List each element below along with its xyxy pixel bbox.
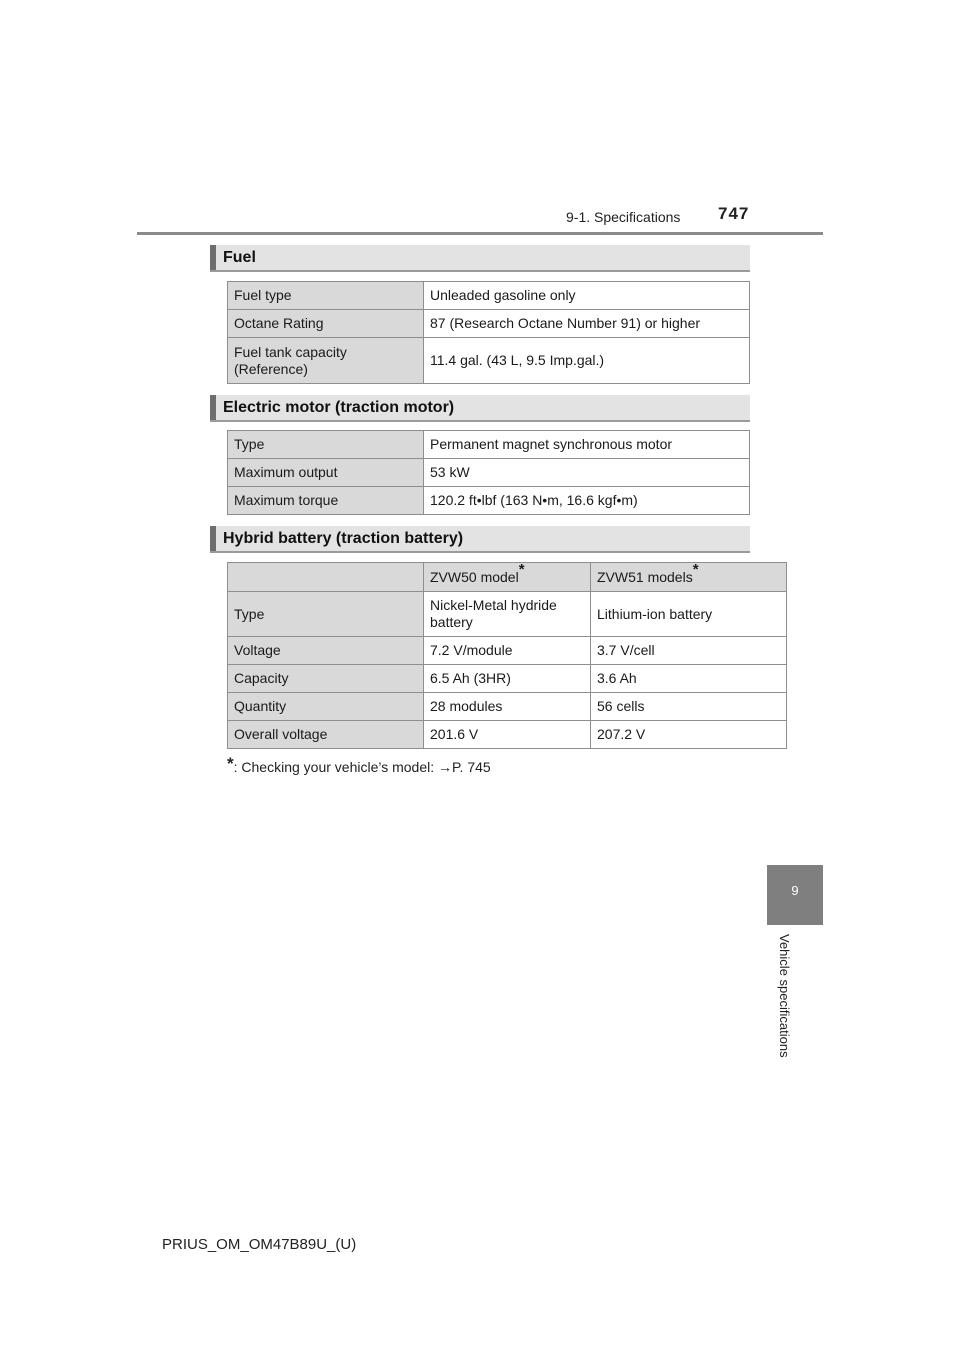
table-row [228, 338, 750, 384]
table-row [228, 487, 750, 515]
row-value: Unleaded gasoline only [424, 282, 750, 310]
table-header-row [228, 563, 787, 592]
row-value-zvw50: 7.2 V/module [424, 637, 591, 665]
row-label: Type [228, 431, 424, 459]
heading-bar [210, 395, 216, 420]
heading-bar [210, 526, 216, 551]
fuel-heading [210, 245, 750, 272]
row-value-zvw50: 6.5 Ah (3HR) [424, 665, 591, 693]
header-corner [228, 563, 424, 592]
table-row [228, 592, 787, 637]
row-value: Permanent magnet synchronous motor [424, 431, 750, 459]
asterisk-mark: * [518, 560, 525, 578]
row-value-zvw51: Lithium-ion battery [591, 592, 787, 637]
row-label: Type [228, 592, 424, 637]
asterisk-mark: * [692, 560, 699, 578]
row-label: Fuel tank capacity (Reference) [228, 338, 424, 384]
table-row [228, 637, 787, 665]
row-value-zvw51: 56 cells [591, 693, 787, 721]
fuel-table [227, 281, 750, 384]
motor-heading [210, 395, 750, 422]
table-row [228, 310, 750, 338]
row-value: 120.2 ft•lbf (163 N•m, 16.6 kgf•m) [424, 487, 750, 515]
table-row [228, 282, 750, 310]
chapter-label: Vehicle specifications [777, 934, 792, 1058]
table-row [228, 431, 750, 459]
fuel-heading-title: Fuel [223, 249, 256, 266]
row-label: Maximum output [228, 459, 424, 487]
chapter-number: 9 [791, 883, 799, 898]
battery-heading-title: Hybrid battery (traction battery) [223, 530, 464, 547]
chapter-tab [767, 865, 823, 925]
table-row [228, 693, 787, 721]
section-title: 9-1. Specifications [566, 209, 681, 225]
row-label: Fuel type [228, 282, 424, 310]
row-label: Capacity [228, 665, 424, 693]
row-value-zvw51: 207.2 V [591, 721, 787, 749]
row-value-zvw51: 3.7 V/cell [591, 637, 787, 665]
column-header-zvw50: ZVW50 model* [424, 563, 591, 592]
motor-table [227, 430, 750, 515]
page-number: 747 [718, 204, 750, 223]
footnote [227, 754, 491, 777]
row-label: Overall voltage [228, 721, 424, 749]
row-value: 11.4 gal. (43 L, 9.5 Imp.gal.) [424, 338, 750, 384]
row-label: Octane Rating [228, 310, 424, 338]
battery-table [227, 562, 787, 749]
row-value: 53 kW [424, 459, 750, 487]
row-value: 87 (Research Octane Number 91) or higher [424, 310, 750, 338]
row-value-zvw50: Nickel-Metal hydride battery [424, 592, 591, 637]
motor-heading-title: Electric motor (traction motor) [223, 399, 455, 416]
footnote-text: : Checking your vehicle’s model: →P. 745 [233, 759, 491, 775]
row-label: Quantity [228, 693, 424, 721]
battery-heading [210, 526, 750, 553]
row-label: Maximum torque [228, 487, 424, 515]
table-row [228, 721, 787, 749]
row-value-zvw50: 28 modules [424, 693, 591, 721]
table-row [228, 665, 787, 693]
footnote-marker: * [227, 754, 234, 773]
heading-bar [210, 245, 216, 270]
row-label: Voltage [228, 637, 424, 665]
row-value-zvw51: 3.6 Ah [591, 665, 787, 693]
column-header-zvw51: ZVW51 models* [591, 563, 787, 592]
document-code: PRIUS_OM_OM47B89U_(U) [162, 1236, 357, 1253]
row-value-zvw50: 201.6 V [424, 721, 591, 749]
table-row [228, 459, 750, 487]
header-divider [137, 232, 823, 235]
